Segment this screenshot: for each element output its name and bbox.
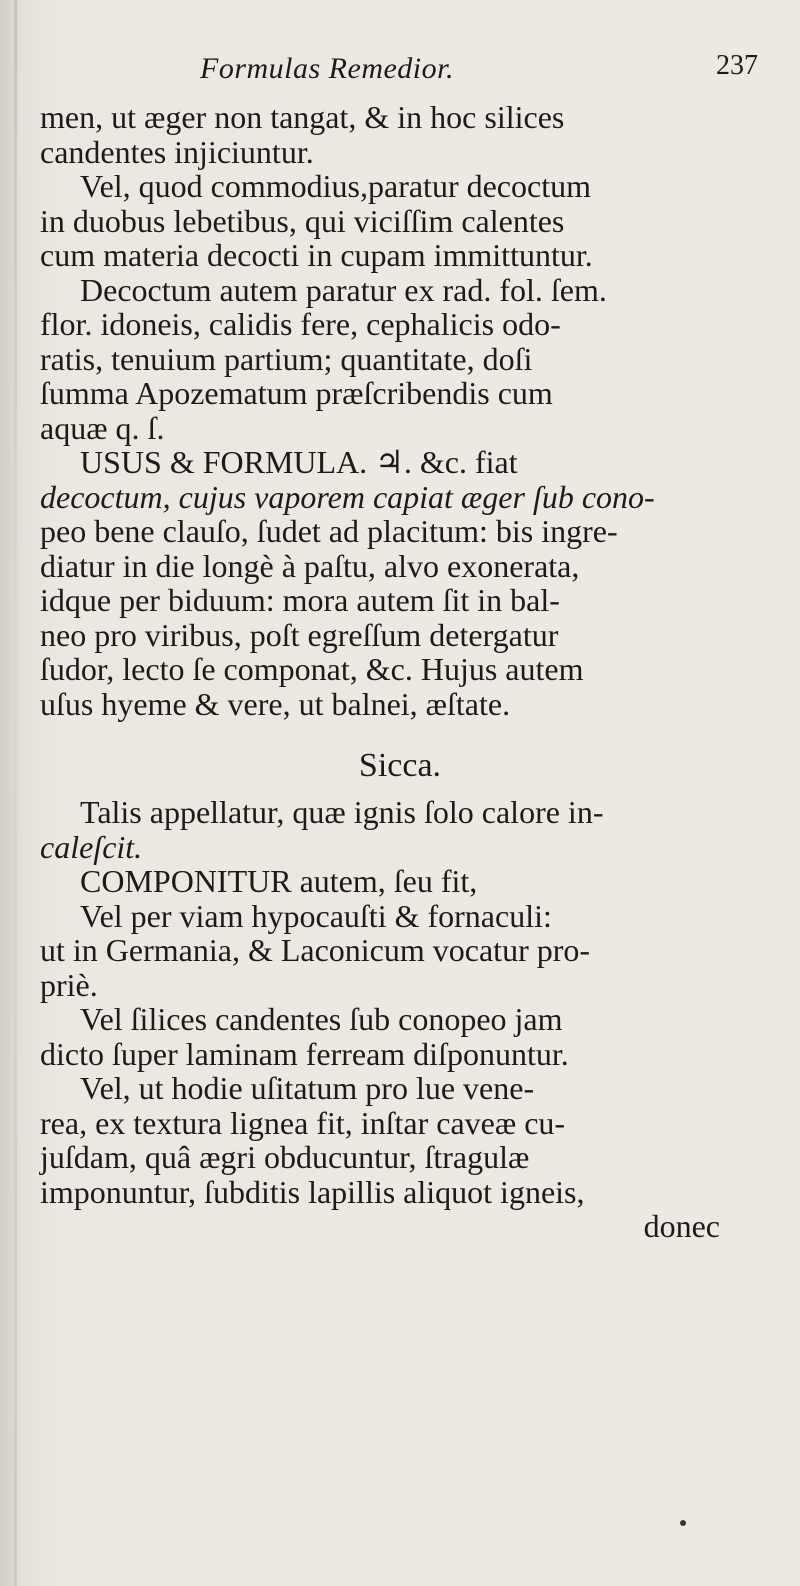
text-line: aquæ q. ſ. <box>40 409 165 446</box>
binding-gutter <box>14 0 17 1586</box>
text-line: caleſcit. <box>40 828 143 865</box>
text-line: ſumma Apozematum præſcribendis cum <box>40 375 553 411</box>
text-line: peo bene clauſo, ſudet ad placitum: bis ingre- <box>40 513 618 549</box>
text-line: juſdam, quâ ægri obducuntur, ſtragulæ <box>40 1139 530 1175</box>
text-line: uſus hyeme & vere, ut balnei, æſtate. <box>40 685 511 722</box>
text-line: dicto ſuper laminam ferream diſponuntur. <box>40 1035 569 1072</box>
section-title: Sicca. <box>358 747 442 784</box>
text-line: Vel, quod commodius,paratur decoctum <box>80 168 591 204</box>
running-head: Formulas Remedior. <box>200 52 454 85</box>
text-line: idque per biduum: mora autem ſit in bal- <box>40 582 560 618</box>
text-line: ut in Germania, & Laconicum vocatur pro- <box>40 932 591 968</box>
text-line: decoctum, cujus vaporem capiat æger ſub cono- <box>40 478 655 515</box>
text-line: cum materia decocti in cupam immittuntur. <box>40 237 593 273</box>
text-body <box>40 100 760 1244</box>
text-line: candentes injiciuntur. <box>40 133 314 170</box>
page-number: 237 <box>716 50 758 81</box>
text-line: ſudor, lecto ſe componat, &c. Hujus autem <box>40 651 584 687</box>
text-line: in duobus lebetibus, qui viciſſim calentes <box>40 202 565 239</box>
text-line: rea, ex textura lignea fit, inſtar caveæ cu- <box>40 1104 566 1141</box>
text-line: ratis, tenuium partium; quantitate, doſi <box>40 340 533 377</box>
text-line: Decoctum autem paratur ex rad. fol. ſem. <box>80 271 607 308</box>
text-line: Vel, ut hodie uſitatum pro lue vene- <box>80 1070 535 1106</box>
text-line: men, ut æger non tangat, & in hoc silices <box>40 99 565 135</box>
text-line: flor. idoneis, calidis fere, cephalicis odo- <box>40 306 561 342</box>
text-line: imponuntur, ſubditis lapillis aliquot igneis, <box>40 1173 585 1210</box>
text-line: diatur in die longè à paſtu, alvo exonerata, <box>40 547 580 584</box>
text-line: Vel ſilices candentes ſub conopeo jam <box>80 1001 563 1037</box>
section-spacer <box>40 721 760 741</box>
text-line: neo pro viribus, poſt egreſſum detergatur <box>40 616 559 653</box>
formula-heading: USUS & FORMULA. ♃. &c. fiat <box>80 444 518 480</box>
text-line: Vel per viam hypocauſti & fornaculi: <box>80 897 552 934</box>
text-line: Talis appellatur, quæ ignis ſolo calore in- <box>80 794 604 830</box>
ink-spot <box>680 1520 686 1526</box>
text-line: priè. <box>40 966 98 1003</box>
page-header <box>200 40 760 94</box>
catchword: donec <box>643 1208 720 1244</box>
text-line: COMPONITUR autem, ſeu fit, <box>80 863 478 899</box>
